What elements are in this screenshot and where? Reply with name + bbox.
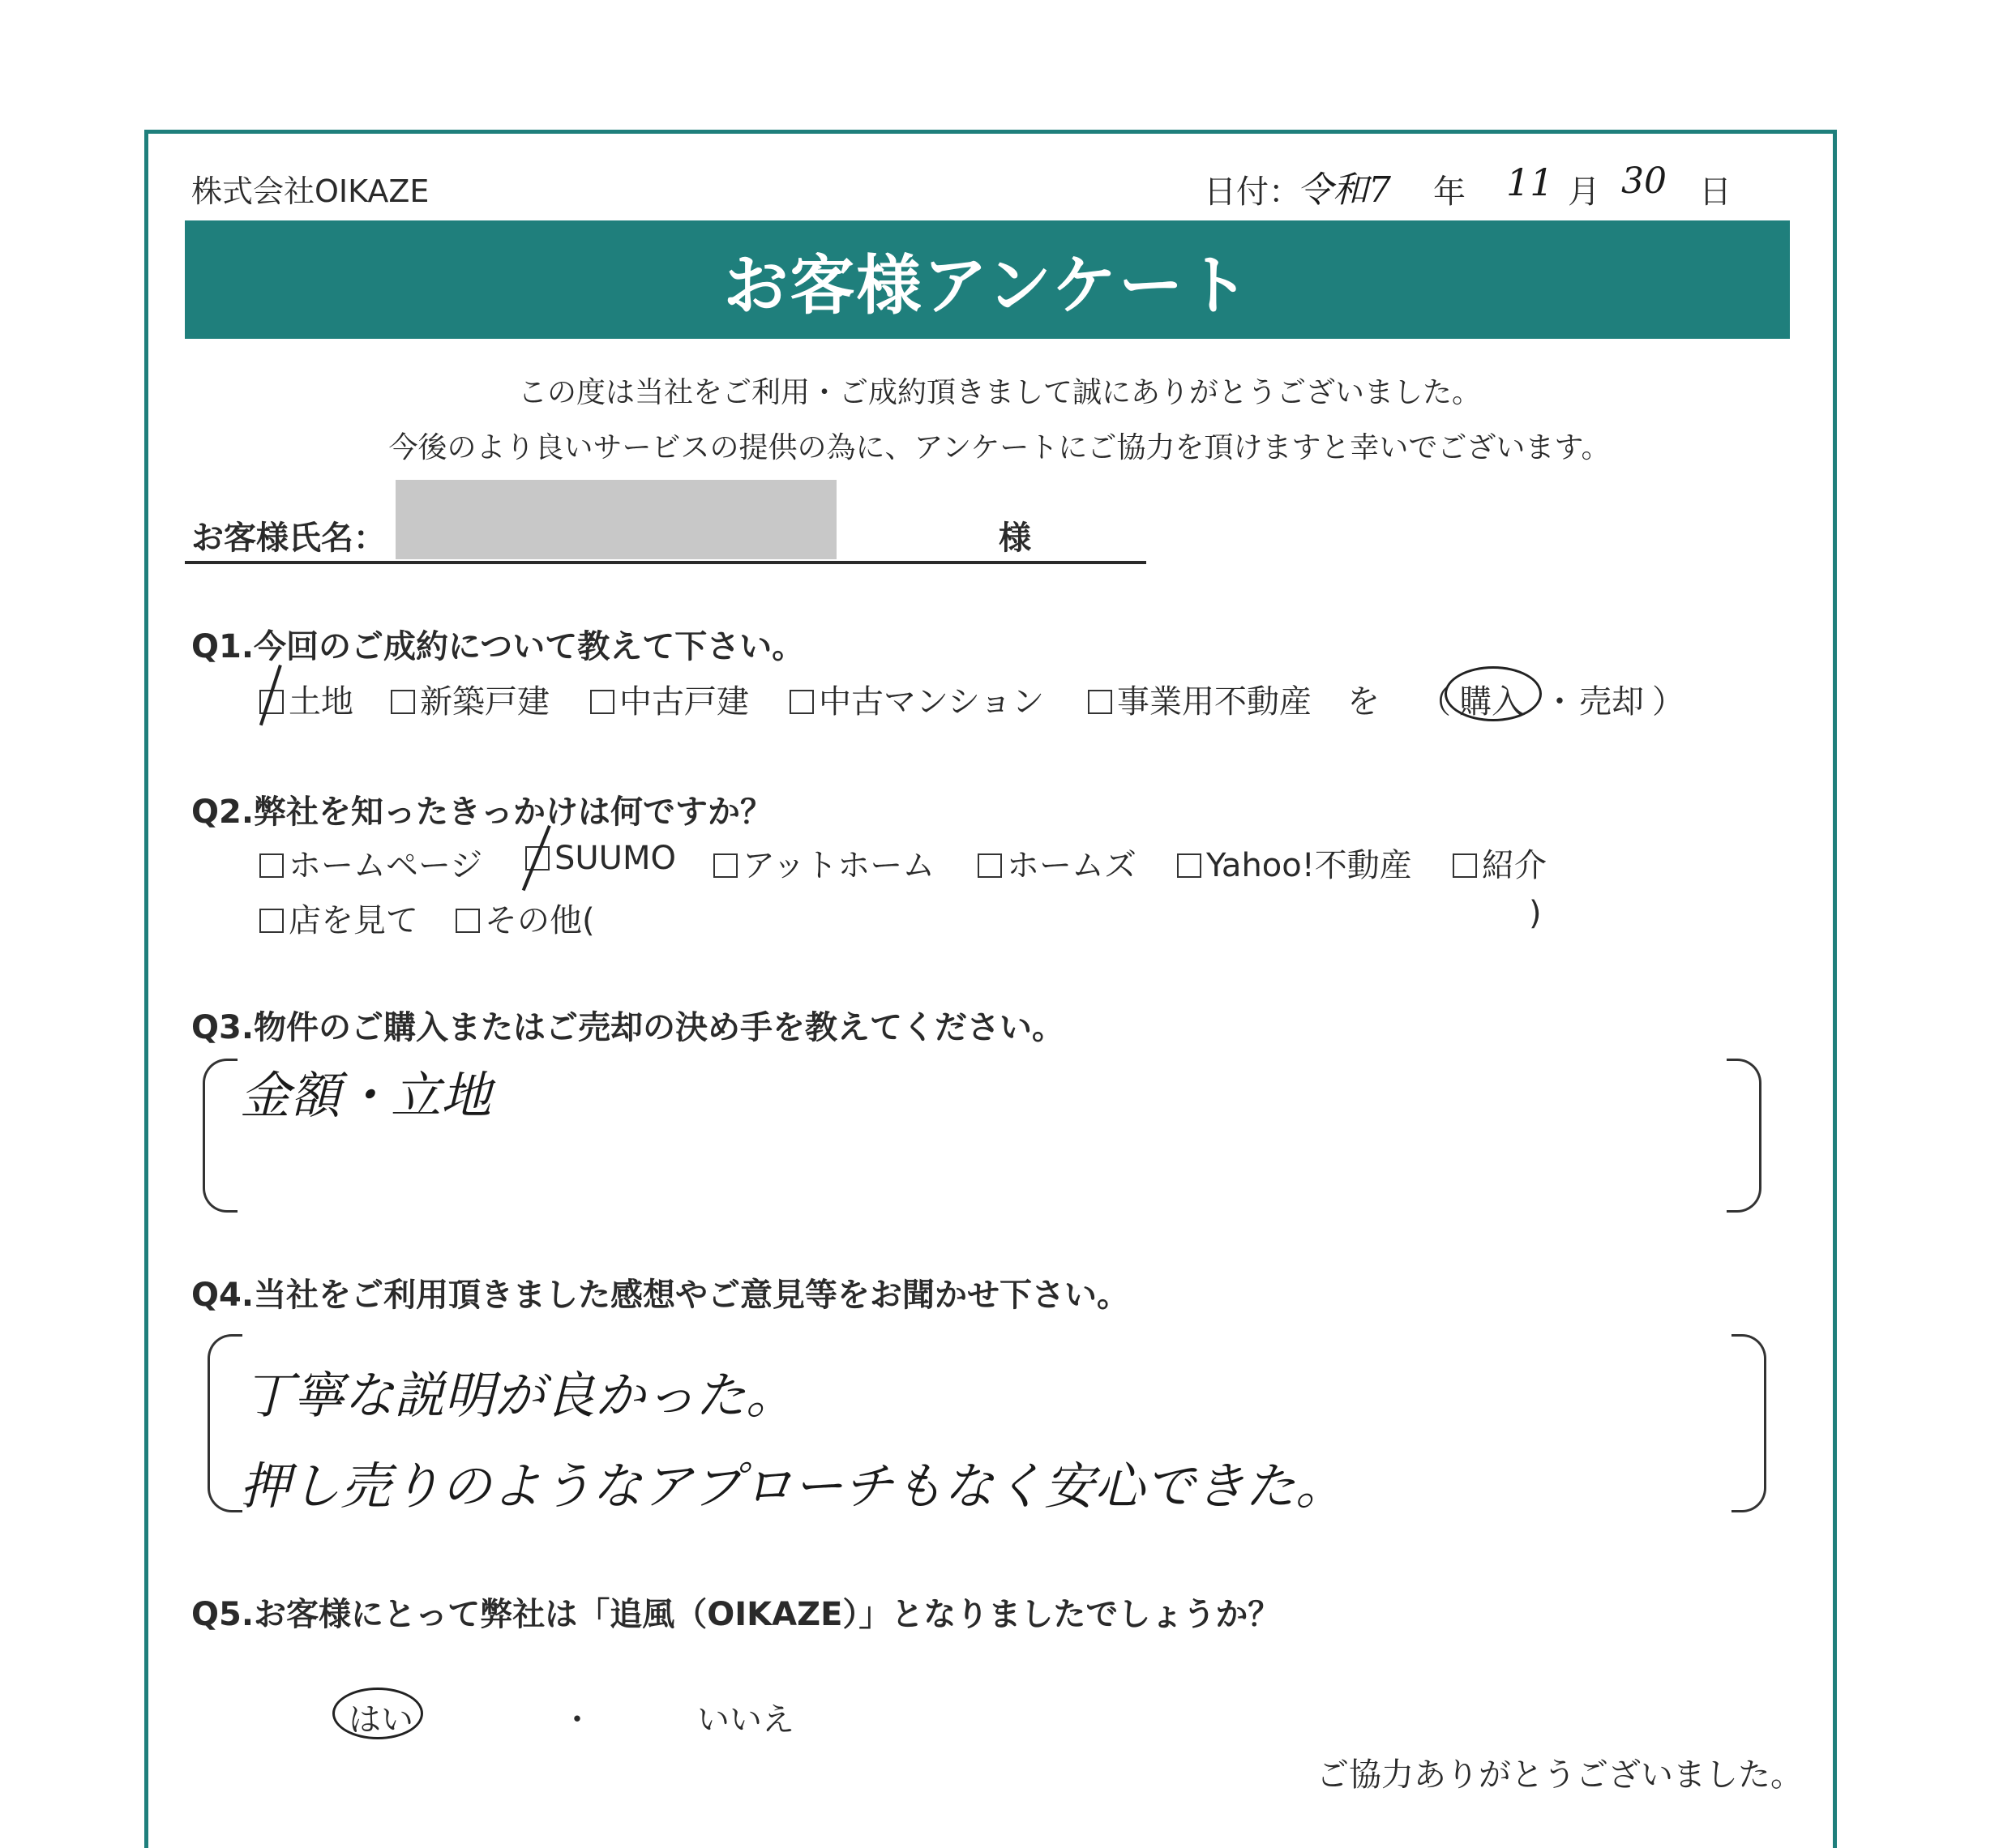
q5-separator: ・ — [561, 1701, 593, 1739]
q4-answer-line-2: 押し売りのようなアプローチもなく安心できた。 — [240, 1457, 1346, 1516]
q2-option-homes[interactable]: ホームズ — [978, 840, 1136, 886]
q2-option-store[interactable]: 店を見て — [259, 895, 418, 941]
q4-answer-line-1: 丁寧な説明が良かった。 — [243, 1366, 797, 1425]
q5-no-option[interactable]: いいえ — [697, 1701, 794, 1739]
q1-sell-option[interactable]: 売却 — [1579, 683, 1644, 721]
q2-option-referral[interactable]: 紹介 — [1453, 840, 1547, 886]
checkbox[interactable] — [259, 909, 284, 933]
checkbox[interactable] — [391, 690, 415, 714]
date-era-handwritten: 令和7 — [1297, 169, 1391, 211]
q2-option-suumo[interactable]: SUUMO — [525, 840, 676, 877]
checkbox[interactable] — [1453, 853, 1477, 878]
customer-name-redacted — [396, 480, 837, 559]
q2-option-homepage[interactable]: ホームページ — [259, 840, 482, 886]
q1-buy-circle — [1445, 666, 1542, 721]
q3-bracket-right — [1727, 1059, 1761, 1213]
q5-yes-circle — [332, 1688, 423, 1739]
closing-thanks: ご協力ありがとうございました。 — [1316, 1756, 1803, 1794]
q1-separator: ・ — [1543, 683, 1576, 721]
checkbox[interactable] — [259, 853, 284, 878]
q2-option-other[interactable]: その他( — [456, 895, 595, 941]
q4-question: Q4.当社をご利用頂きました感想やご意見等をお聞かせ下さい。 — [191, 1277, 1130, 1314]
q1-option-land[interactable]: 土地 — [259, 676, 353, 722]
survey-title-banner — [185, 220, 1790, 339]
company-name: 株式会社OIKAZE — [191, 173, 430, 209]
q5-yes-option[interactable]: はい — [349, 1701, 413, 1739]
q3-question: Q3.物件のご購入またはご売却の決め手を教えてください。 — [191, 1009, 1065, 1046]
q1-paren-open: （ — [1419, 683, 1451, 721]
checkbox[interactable] — [456, 909, 480, 933]
checkbox[interactable] — [1088, 690, 1112, 714]
month-unit: 月 — [1568, 173, 1600, 211]
intro-line-2: 今後のより良いサービスの提供の為に、アンケートにご協力を頂けますと幸いでございます。 — [388, 431, 1611, 464]
customer-name-suffix: 様 — [999, 520, 1031, 557]
q3-answer-handwritten: 金額・立地 — [240, 1066, 492, 1125]
q1-option-business-property[interactable]: 事業用不動産 — [1088, 676, 1312, 722]
customer-name-underline — [185, 561, 1146, 564]
q3-bracket-left — [203, 1059, 238, 1213]
checkbox[interactable] — [1177, 853, 1201, 878]
intro-line-1: この度は当社をご利用・ご成約頂きまして誠にありがとうございました。 — [517, 376, 1481, 409]
year-unit: 年 — [1433, 173, 1466, 211]
q2-question: Q2.弊社を知ったきっかけは何ですか？ — [191, 794, 773, 831]
survey-title: お客様アンケート — [723, 247, 1252, 323]
day-unit: 日 — [1699, 173, 1731, 211]
checkbox[interactable] — [978, 853, 1002, 878]
checkbox[interactable] — [790, 690, 814, 714]
date-label: 日付： — [1204, 173, 1301, 211]
q1-option-used-condo[interactable]: 中古マンション — [790, 676, 1044, 722]
checkbox[interactable] — [713, 853, 738, 878]
q4-bracket-left — [208, 1334, 242, 1512]
checkbox[interactable] — [590, 690, 614, 714]
q1-question: Q1.今回のご成約について教えて下さい。 — [191, 628, 805, 665]
q1-connector: を — [1347, 683, 1380, 721]
q4-bracket-right — [1731, 1334, 1766, 1512]
date-day-handwritten: 30 — [1621, 160, 1667, 202]
q2-option-athome[interactable]: アットホーム — [713, 840, 935, 886]
q1-paren-close: ） — [1652, 683, 1684, 721]
q1-option-new-house[interactable]: 新築戸建 — [391, 676, 550, 722]
date-month-handwritten: 11 — [1506, 160, 1554, 204]
q2-option-yahoo[interactable]: Yahoo!不動産 — [1177, 840, 1412, 886]
q5-question: Q5.お客様にとって弊社は「追風（OIKAZE）」となりましたでしょうか？ — [191, 1596, 1281, 1633]
customer-name-label: お客様氏名： — [191, 520, 386, 557]
q2-other-close-paren: ) — [1529, 895, 1542, 932]
q1-option-used-house[interactable]: 中古戸建 — [590, 676, 749, 722]
q1-buy-option[interactable]: 購入 — [1459, 683, 1524, 721]
